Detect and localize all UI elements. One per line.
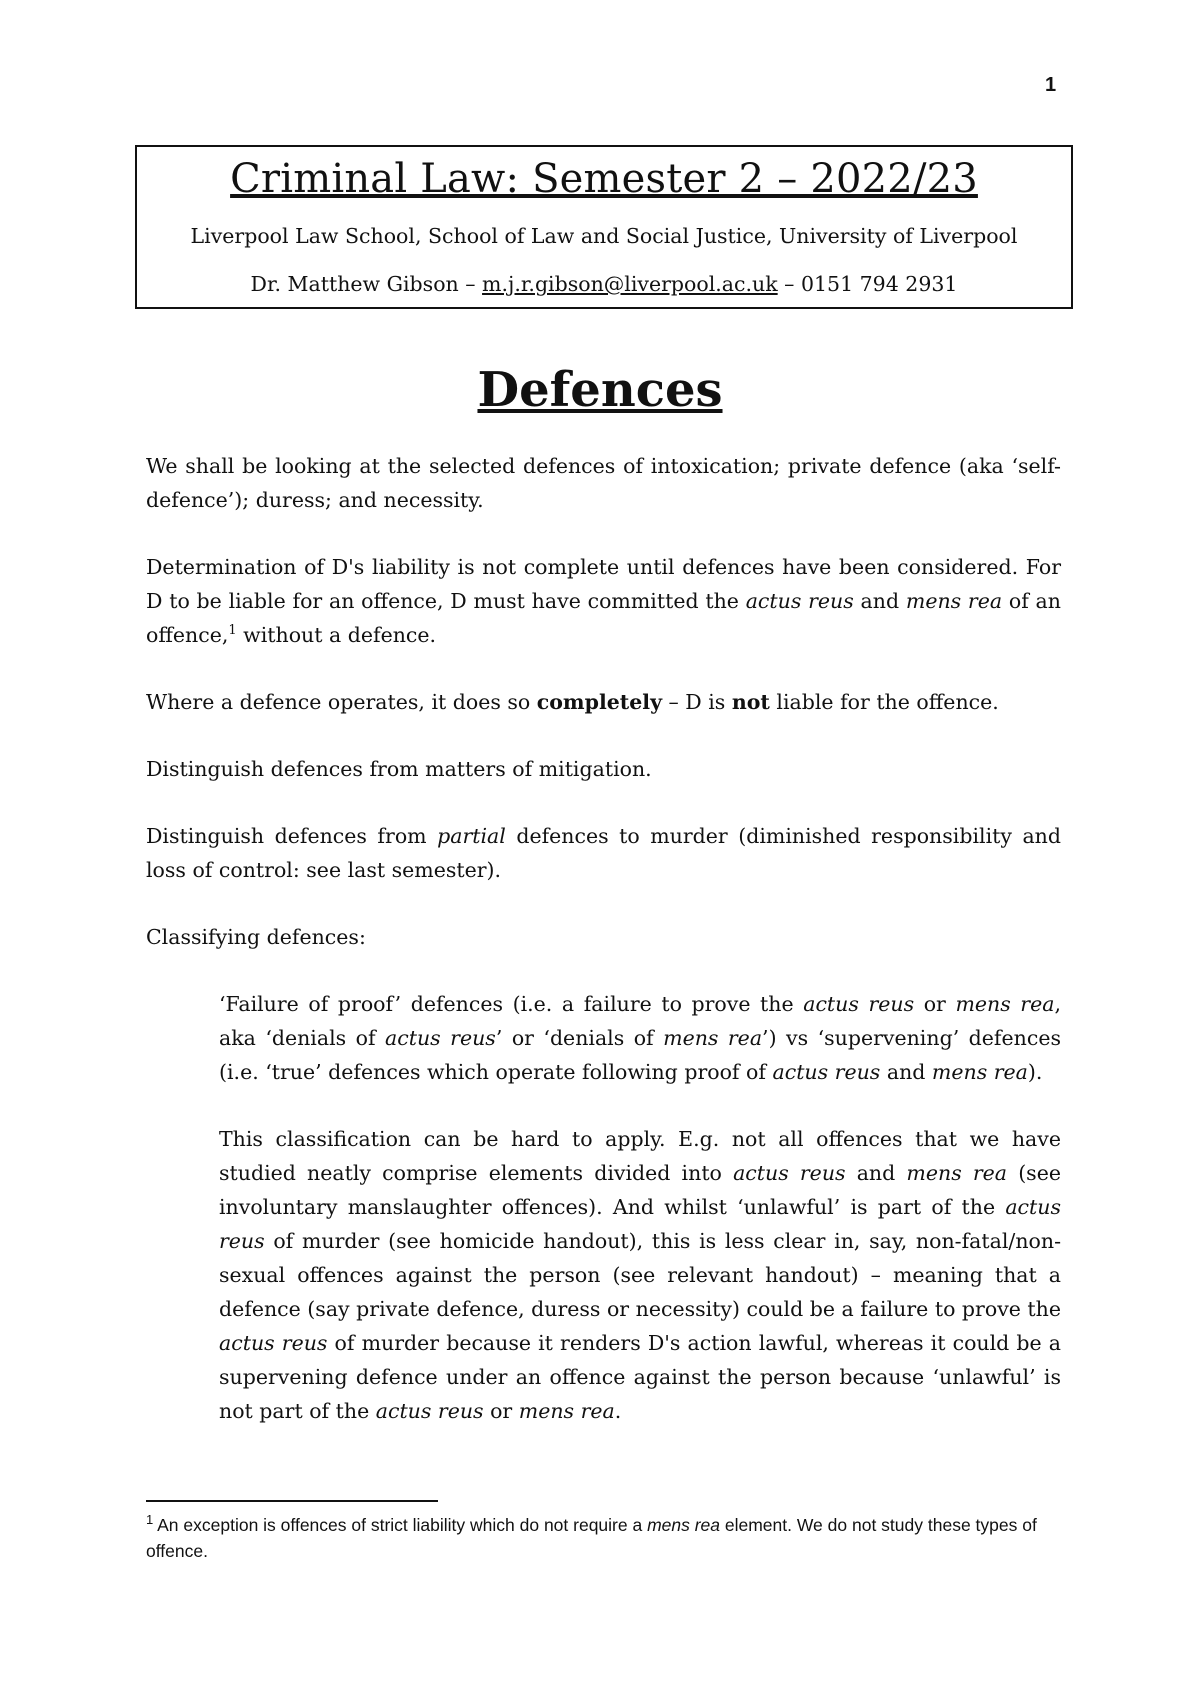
paragraph-partial-defences: Distinguish defences from partial defences to murder (diminished responsibility and loss of control: see last semester). (146, 824, 1061, 882)
footnote-marker: 1 (146, 1512, 154, 1528)
paragraph-intro: We shall be looking at the selected defences of intoxication; private defence (aka ‘self-defence’); duress; and necessity. (146, 454, 1061, 512)
page-number: 1 (1045, 74, 1057, 96)
paragraph-failure-of-proof: ‘Failure of proof’ defences (i.e. a failure to prove the actus reus or mens rea, aka ‘denials of actus reus’ or ‘denials of mens rea’) vs ‘supervening’ defences (i.e. ‘true’ defences which operate following proof of actus reus and mens rea). (219, 992, 1061, 1084)
body-content (146, 449, 1061, 1461)
paragraph-mitigation: Distinguish defences from matters of mitigation. (146, 757, 652, 781)
contact-line: Dr. Matthew Gibson – m.j.r.gibson@liverpool.ac.uk – 0151 794 2931 (250, 272, 958, 296)
paragraph-classifying: Classifying defences: (146, 925, 366, 949)
institution-line: Liverpool Law School, School of Law and Social Justice, University of Liverpool (190, 224, 1018, 248)
course-title: Criminal Law: Semester 2 – 2022/23 (230, 156, 978, 202)
footnote-ref[interactable]: 1 (228, 623, 237, 639)
document-title: Defences (477, 362, 723, 418)
paragraph-classification-hard: This classification can be hard to apply. E.g. not all offences that we have studied neatly comprise elements divided into actus reus and mens rea (see involuntary manslaughter offences). And whilst ‘unlawful’ is part of the actus reus of murder (see homicide handout), this is less clear in, say, non-fatal/non-sexual offences against the person (see relevant handout) – meaning that a defence (say private defence, duress or necessity) could be a failure to prove the actus reus of murder because it renders D's action lawful, whereas it could be a supervening defence under an offence against the person because ‘unlawful’ is not part of the actus reus or mens rea. (219, 1127, 1061, 1423)
email-link[interactable]: m.j.r.gibson@liverpool.ac.uk (482, 272, 778, 296)
footnote: $^1$ An exception is offences of strict liability which do not require a mens rea element. We do not study these types of offence. (146, 1512, 1037, 1561)
lecturer-name: Dr. Matthew Gibson (250, 272, 459, 296)
footnote-divider (146, 1500, 438, 1502)
paragraph-complete-defence: Where a defence operates, it does so completely – D is not liable for the offence. (146, 690, 999, 714)
header-box (135, 145, 1073, 309)
phone-number: 0151 794 2931 (800, 272, 958, 296)
paragraph-liability: Determination of D's liability is not complete until defences have been considered. For D to be liable for an offence, D must have committed the actus reus and mens rea of an offence,$^1$ without a defence. (146, 555, 1061, 647)
